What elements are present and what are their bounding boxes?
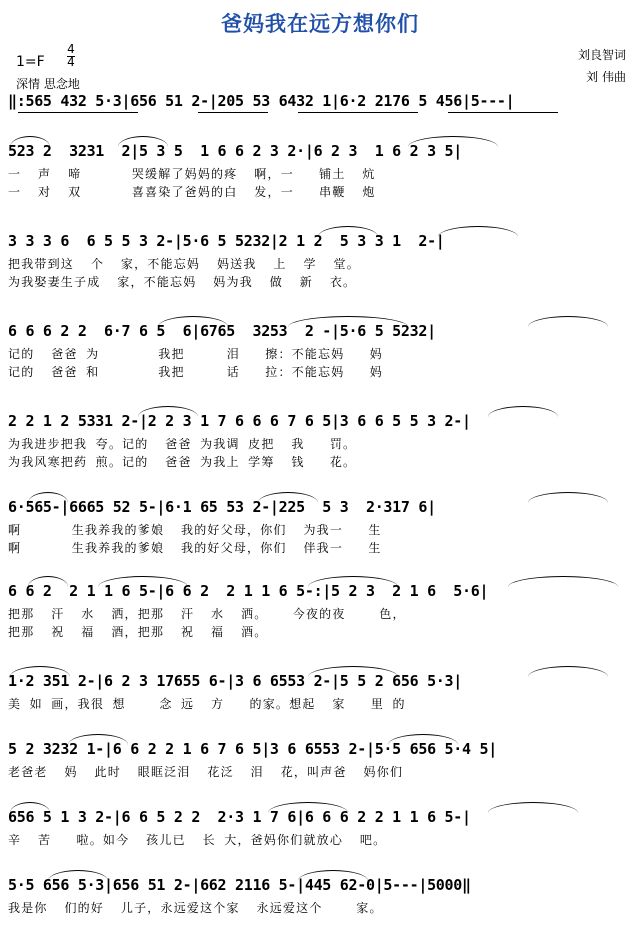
lyric-line: 为我风寒把药 煎。记的 爸爸 为我上 学筹 钱 花。 xyxy=(8,455,357,469)
score-system xyxy=(8,672,634,722)
underline-mark xyxy=(448,112,558,113)
lyric-line: 把我带到这 个 家，不能忘妈 妈送我 上 学 堂。 xyxy=(8,257,360,271)
notation-line: 3 3 3 6 6 5 5 3 2-|5·6 5 5232|2 1 2 5 3 3 1 2-| xyxy=(8,232,445,250)
notation-line: 1·2 351 2-|6 2 3 17655 6-|3 6 6553 2-|5 5 2 656 5·3| xyxy=(8,672,463,690)
score-system xyxy=(8,232,634,302)
notation-line: 656 5 1 3 2-|6 6 5 2 2 2·3 1 7 6|6 6 6 2 2 1 1 6 5-| xyxy=(8,808,471,826)
time-signature xyxy=(67,44,75,68)
score-system xyxy=(8,582,634,652)
lyric-line: 美 如 画，我很 想 念 远 方 的家。想起 家 里 的 xyxy=(8,697,406,711)
lyric-line: 老爸老 妈 此时 眼眶泛泪 花泛 泪 花，叫声爸 妈你们 xyxy=(8,765,404,779)
score-system xyxy=(8,92,634,122)
lyric-line: 啊 生我养我的爹娘 我的好父母，你们 伴我一 生 xyxy=(8,541,382,555)
song-title: 爸妈我在远方想你们 xyxy=(221,12,419,36)
score-system xyxy=(8,142,634,212)
lyric-line: 记的 爸爸 和 我把 话 拉：不能忘妈 妈 xyxy=(8,365,383,379)
tempo-mood: 深情 思念地 xyxy=(16,77,80,91)
lyric-line: 记的 爸爸 为 我把 泪 擦：不能忘妈 妈 xyxy=(8,347,383,361)
underline-mark xyxy=(18,112,138,113)
notation-line: 2 2 1 2 5331 2-|2 2 3 1 7 6 6 6 7 6 5|3 6 6 5 5 3 2-| xyxy=(8,412,471,430)
lyric-line: 把那 祝 福 酒，把那 祝 福 酒。 xyxy=(8,625,268,639)
lyric-line: 一 对 双 喜喜染了爸妈的白 发，一 串鞭 炮 xyxy=(8,185,376,199)
underline-mark xyxy=(298,112,418,113)
score-system xyxy=(8,876,634,926)
composer-credit: 刘 伟曲 xyxy=(586,70,626,84)
lyric-line: 我是你 们的好 儿子，永远爱这个家 永远爱这个 家。 xyxy=(8,901,383,915)
notation-line: 523 2 3231 2|5 3 5 1 6 6 2 3 2·|6 2 3 1 6 2 3 5| xyxy=(8,142,463,160)
lyric-line: 为我娶妻生子成 家，不能忘妈 妈为我 做 新 衣。 xyxy=(8,275,357,289)
underline-mark xyxy=(198,112,268,113)
score-system xyxy=(8,808,634,858)
lyric-line: 把那 汗 水 洒，把那 汗 水 洒。 今夜的夜 色， xyxy=(8,607,406,621)
score-system xyxy=(8,412,634,482)
notation-line: 6 6 6 2 2 6·7 6 5 6|6765 3253 2 -|5·6 5 5232| xyxy=(8,322,436,340)
notation-line: 5 2 3232 1-|6 6 2 2 1 6 7 6 5|3 6 6553 2-|5·5 656 5·4 5| xyxy=(8,740,497,758)
time-signature-bottom: 4 xyxy=(67,55,75,69)
key-signature: 1=F xyxy=(16,54,45,70)
notation-line: 5·5 656 5·3|656 51 2-|662 2116 5-|445 62-0|5---|5000‖ xyxy=(8,876,471,894)
score-system xyxy=(8,498,634,568)
lyric-line: 啊 生我养我的爹娘 我的好父母，你们 为我一 生 xyxy=(8,523,382,537)
time-signature-top: 4 xyxy=(67,42,75,56)
lyric-line: 为我进步把我 夸。记的 爸爸 为我调 皮把 我 罚。 xyxy=(8,437,357,451)
score-system xyxy=(8,740,634,790)
score-system xyxy=(8,322,634,392)
notation-line: 6 6 2 2 1 1 6 5-|6 6 2 2 1 1 6 5-:|5 2 3 2 1 6 5·6| xyxy=(8,582,489,600)
lyric-line: 辛 苦 啦。如今 孩儿已 长 大，爸妈你们就放心 吧。 xyxy=(8,833,387,847)
notation-line: ‖:565 432 5·3|656 51 2-|205 53 6432 1|6·2 2176 5 456|5---| xyxy=(8,92,515,110)
lyric-line: 一 声 啼 哭缓解了妈妈的疼 啊，一 铺土 炕 xyxy=(8,167,376,181)
lyricist-credit: 刘良智词 xyxy=(577,48,626,62)
notation-line: 6·565-|6665 52 5-|6·1 65 53 2-|225 5 3 2·317 6| xyxy=(8,498,436,516)
